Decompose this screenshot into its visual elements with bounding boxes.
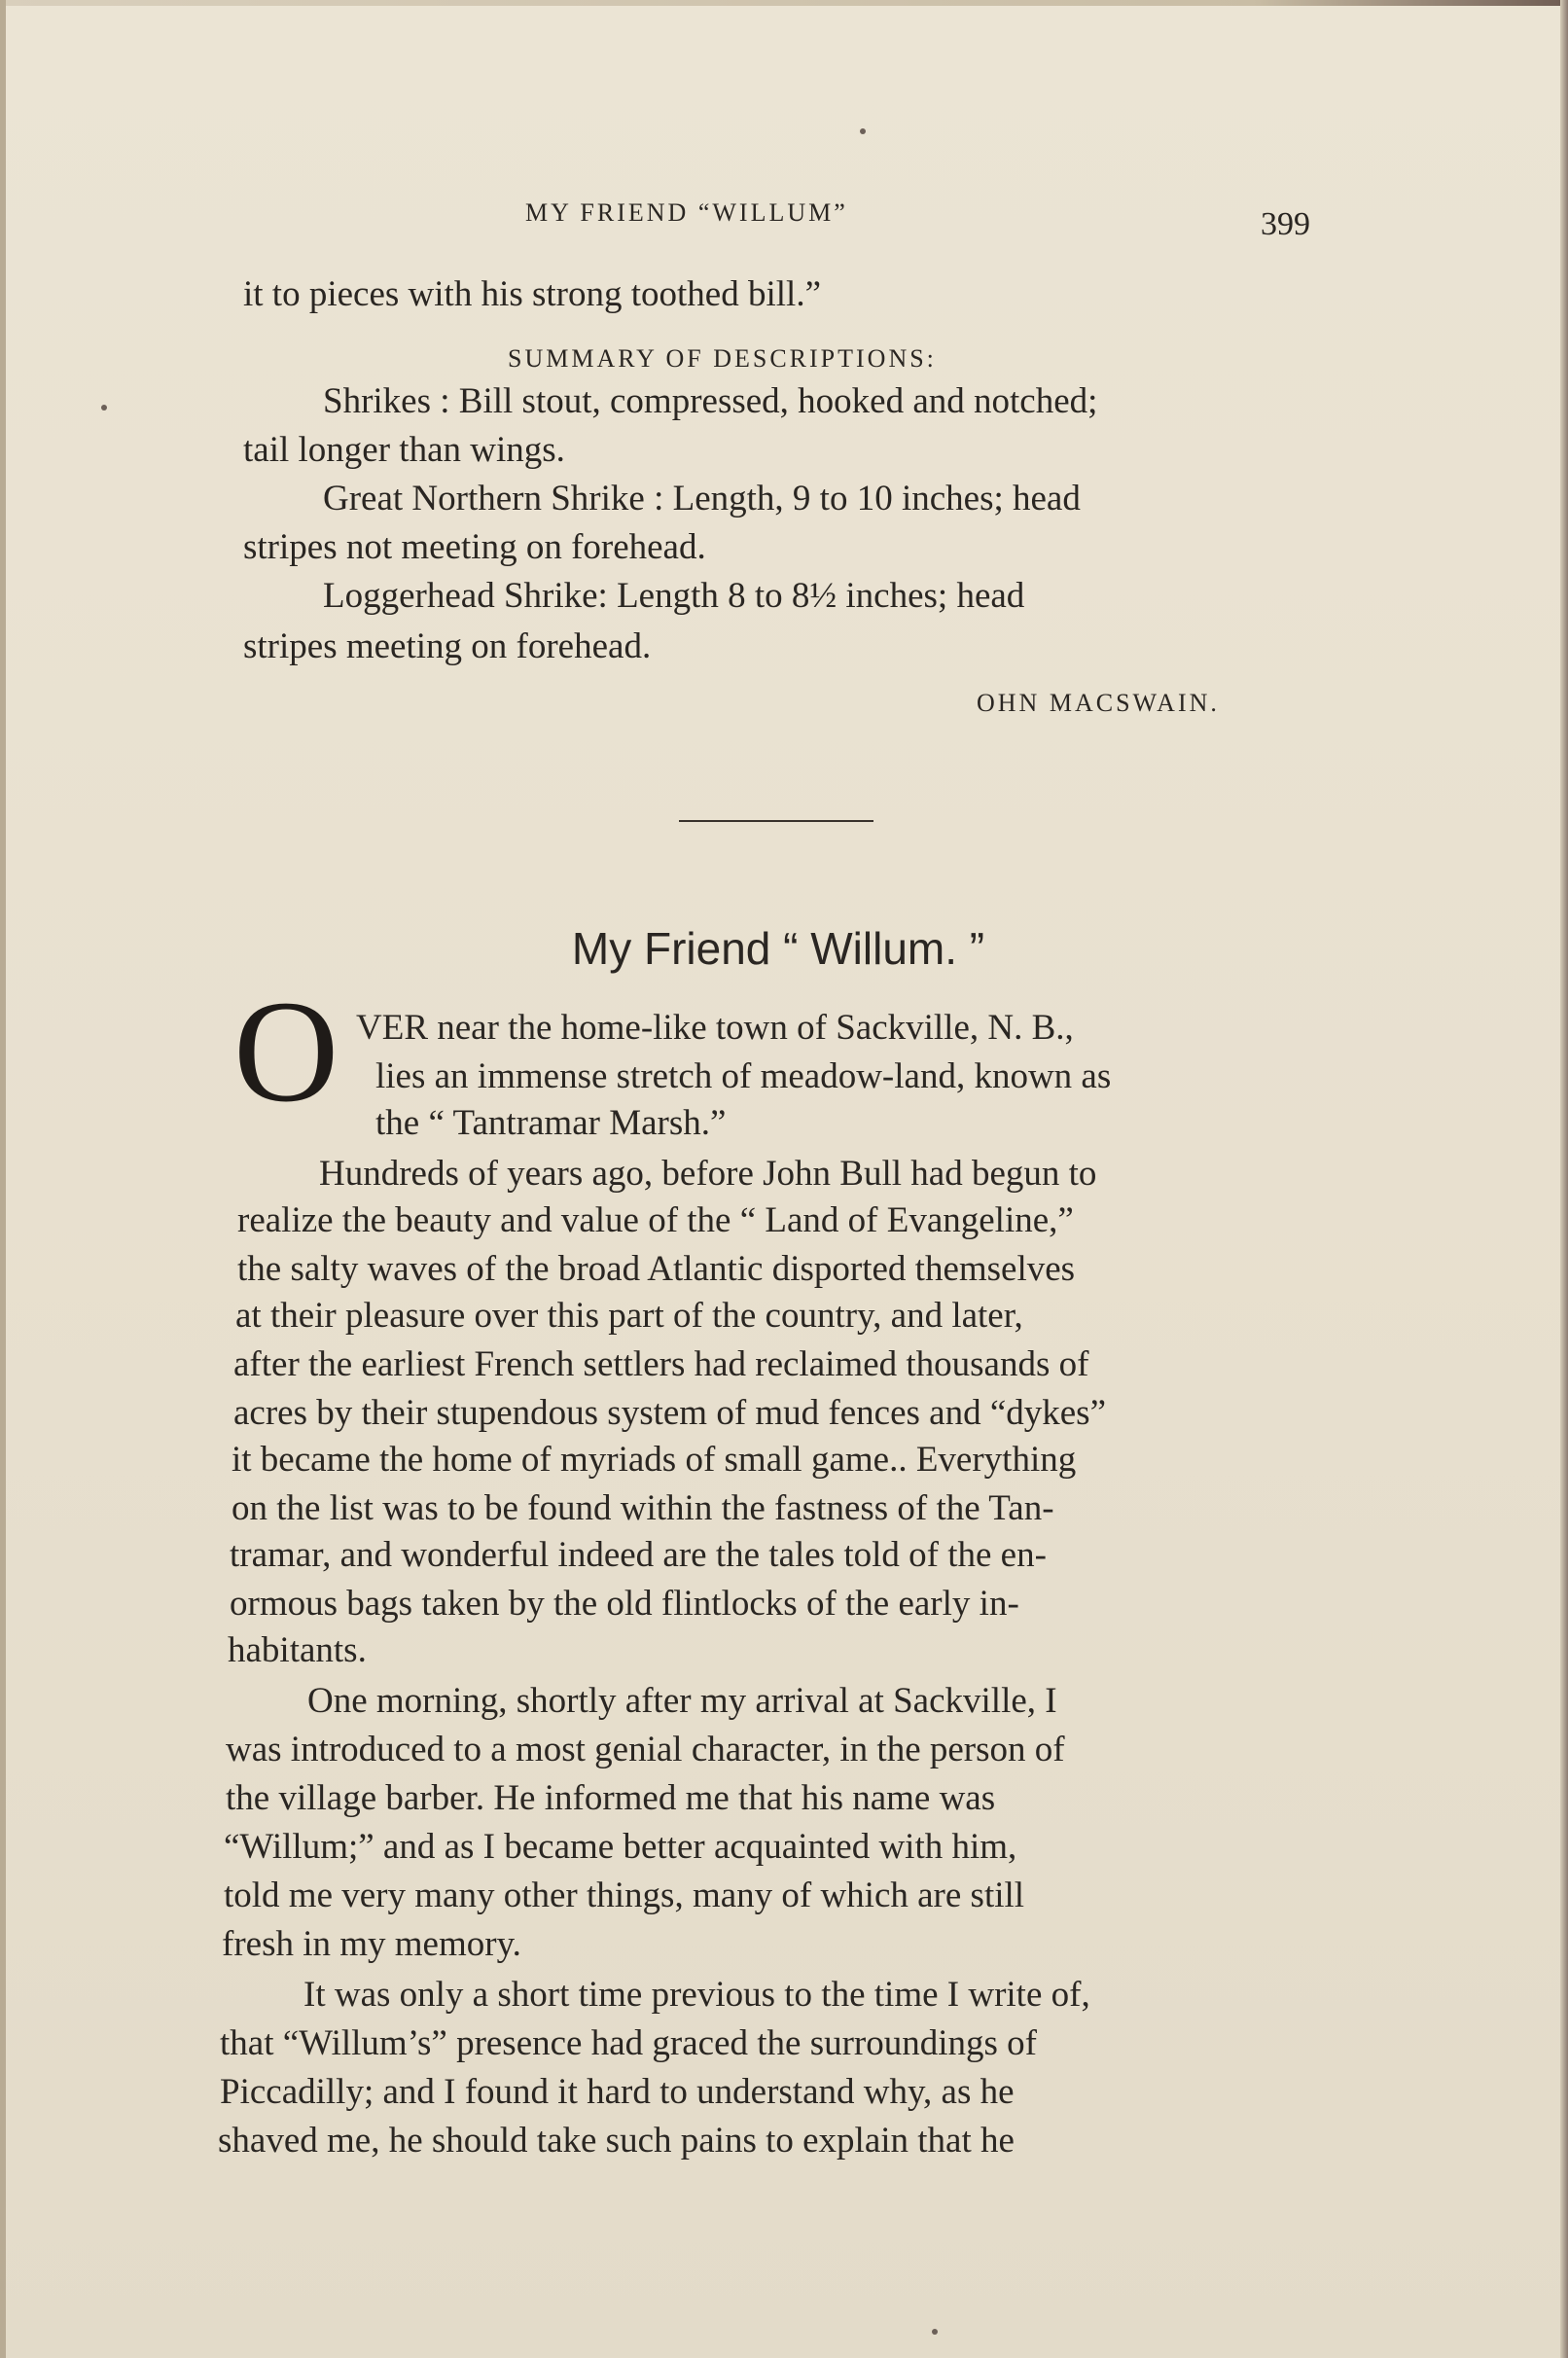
summary-line: stripes meeting on forehead. <box>243 626 652 666</box>
summary-line: Shrikes : Bill stout, compressed, hooked and notched; <box>323 381 1098 421</box>
paragraph-line: on the list was to be found within the fastness of the Tan- <box>232 1488 1054 1528</box>
paragraph-line: that “Willum’s” presence had graced the surroundings of <box>220 2023 1037 2063</box>
paragraph-line: was introduced to a most genial character, in the person of <box>226 1730 1065 1769</box>
author-signature: OHN MACSWAIN. <box>977 689 1220 717</box>
page-left-edge <box>0 0 6 2358</box>
page-right-edge <box>1560 0 1568 2358</box>
drop-cap: O <box>233 971 339 1132</box>
summary-line: tail longer than wings. <box>243 430 565 470</box>
paragraph-line: habitants. <box>228 1630 367 1670</box>
paragraph-line: One morning, shortly after my arrival at Sackville, I <box>307 1681 1057 1721</box>
page-top-edge <box>0 0 1568 6</box>
paragraph-line: ormous bags taken by the old flintlocks of the early in- <box>230 1584 1019 1624</box>
summary-line: Loggerhead Shrike: Length 8 to 8½ inches; head <box>323 576 1025 616</box>
paragraph-line: told me very many other things, many of which are still <box>224 1876 1025 1915</box>
paragraph-line: at their pleasure over this part of the country, and later, <box>235 1296 1023 1336</box>
closing-quote-line: it to pieces with his strong toothed bill.” <box>243 274 821 314</box>
paragraph-line: after the earliest French settlers had reclaimed thousands of <box>233 1344 1089 1384</box>
paragraph-line: the “ Tantramar Marsh.” <box>375 1103 727 1143</box>
paragraph-line: “Willum;” and as I became better acquainted with him, <box>224 1827 1017 1867</box>
paragraph-line: lies an immense stretch of meadow-land, known as <box>375 1056 1112 1096</box>
summary-line: Great Northern Shrike : Length, 9 to 10 inches; head <box>323 479 1081 518</box>
paragraph-line: fresh in my memory. <box>222 1924 521 1964</box>
paragraph-line: shaved me, he should take such pains to explain that he <box>218 2121 1015 2161</box>
paragraph-line: It was only a short time previous to the time I write of, <box>303 1975 1090 2015</box>
paragraph-line: the village barber. He informed me that his name was <box>226 1778 996 1818</box>
paragraph-line: VER near the home-like town of Sackville, N. B., <box>356 1008 1074 1048</box>
page-number: 399 <box>1261 206 1310 242</box>
paragraph-line: Piccadilly; and I found it hard to understand why, as he <box>220 2072 1015 2112</box>
paragraph-line: Hundreds of years ago, before John Bull had begun to <box>319 1154 1097 1194</box>
paper-speck <box>101 405 107 411</box>
paragraph-line: realize the beauty and value of the “ Land of Evangeline,” <box>237 1200 1074 1240</box>
paper-speck <box>860 128 866 134</box>
paragraph-line: acres by their stupendous system of mud fences and “dykes” <box>233 1393 1106 1433</box>
paper-speck <box>932 2329 938 2335</box>
paragraph-line: tramar, and wonderful indeed are the tales told of the en- <box>230 1535 1047 1575</box>
article-title: My Friend “ Willum. ” <box>571 923 985 974</box>
section-divider <box>679 820 873 822</box>
paragraph-line: the salty waves of the broad Atlantic disported themselves <box>237 1249 1076 1289</box>
summary-line: stripes not meeting on forehead. <box>243 527 706 567</box>
summary-heading: SUMMARY OF DESCRIPTIONS: <box>508 344 937 373</box>
running-head: MY FRIEND “WILLUM” <box>525 198 848 227</box>
paragraph-line: it became the home of myriads of small game.. Everything <box>232 1440 1077 1480</box>
